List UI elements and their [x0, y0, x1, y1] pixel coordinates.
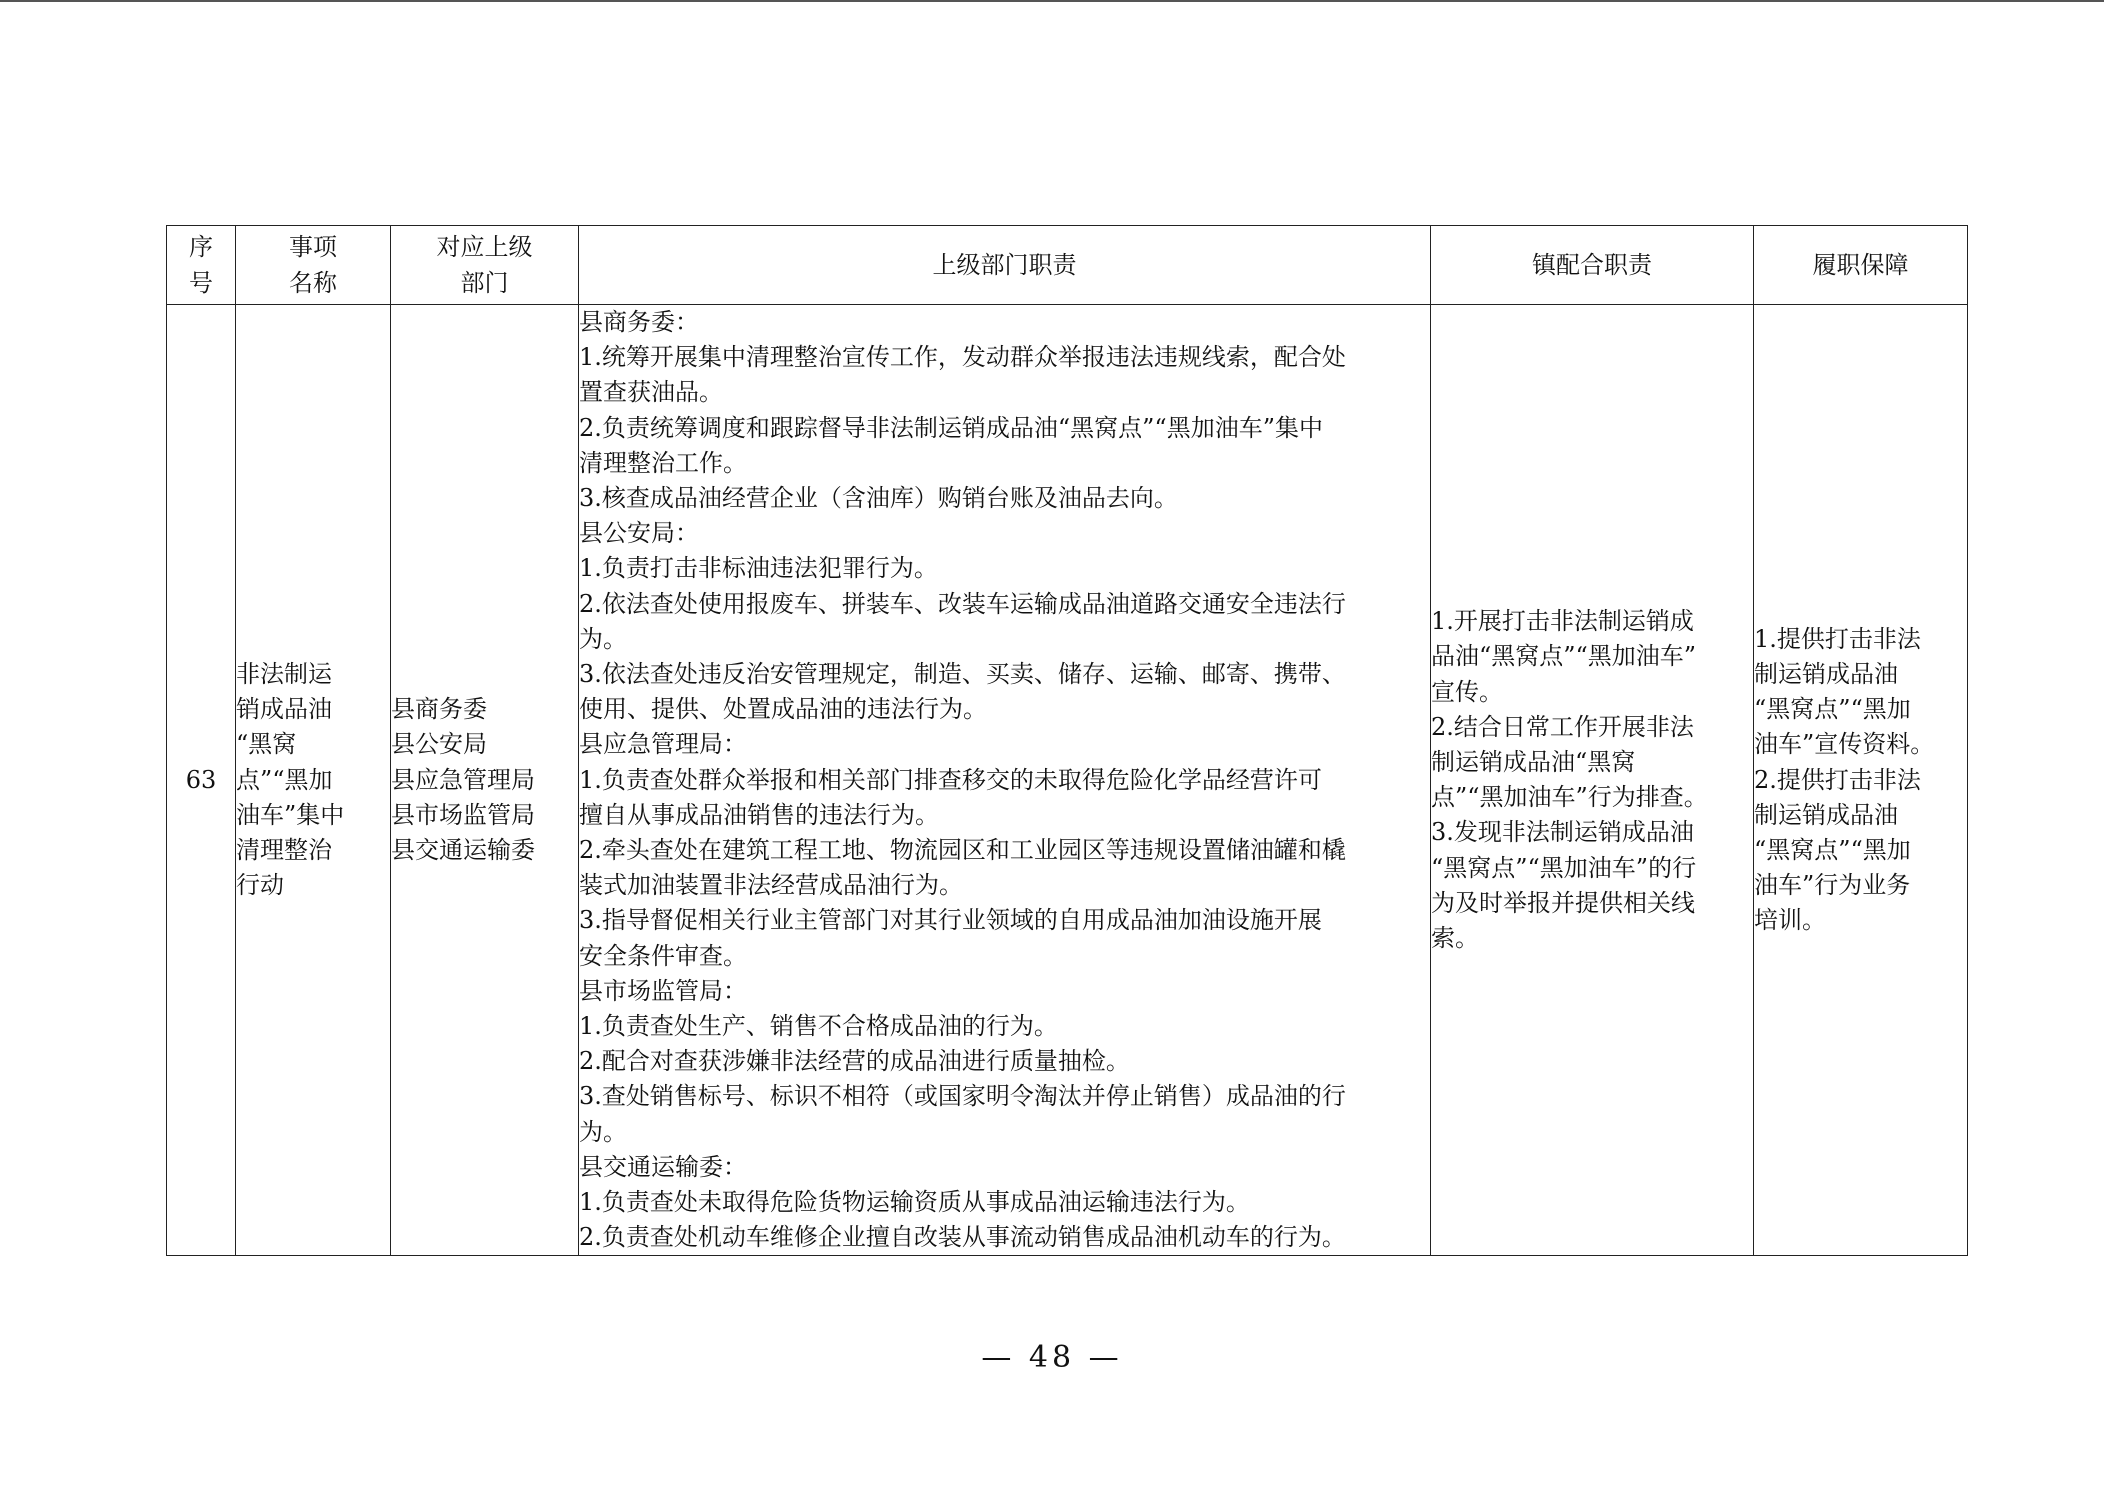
guarantee-line: 2.提供打击非法	[1754, 765, 1921, 794]
guarantee-line: 培训。	[1754, 906, 1826, 935]
upper-duty-line: 2.依法查处使用报废车、拼装车、改装车运输成品油道路交通安全违法行	[579, 589, 1346, 618]
item-name-line: 非法制运	[236, 660, 332, 689]
row-number: 63	[167, 305, 236, 1256]
item-name-line: 清理整治	[236, 836, 332, 865]
page-top-border	[0, 0, 2104, 2]
item-name-line: 点”“黑加	[236, 765, 333, 794]
town-duty-line: 2.结合日常工作开展非法	[1431, 712, 1694, 741]
town-duty-line: 宣传。	[1431, 677, 1503, 706]
upper-duty-line: 3.依法查处违反治安管理规定，制造、买卖、储存、运输、邮寄、携带、	[579, 660, 1346, 689]
header-department: 对应上级 部门	[391, 226, 579, 305]
guarantee-line: “黑窝点”“黑加	[1754, 836, 1911, 865]
town-duty-line: 1.开展打击非法制运销成	[1431, 607, 1694, 636]
town-duty-cell	[1431, 305, 1754, 1256]
department-cell	[391, 305, 579, 1256]
item-name-line: “黑窝	[236, 730, 297, 759]
upper-duty-line: 县公安局：	[579, 519, 699, 548]
upper-duty-line: 擅自从事成品油销售的违法行为。	[579, 800, 939, 829]
guarantee-cell	[1754, 305, 1968, 1256]
department-line: 县交通运输委	[391, 836, 535, 865]
department-line: 县市场监管局	[391, 800, 535, 829]
item-name-line: 销成品油	[236, 695, 332, 724]
upper-duty-line: 3.查处销售标号、标识不相符（或国家明令淘汰并停止销售）成品油的行	[579, 1082, 1346, 1111]
town-duty-line: 点”“黑加油车”行为排查。	[1431, 783, 1708, 812]
upper-duty-line: 使用、提供、处置成品油的违法行为。	[579, 695, 987, 724]
upper-duty-line: 为。	[579, 1117, 627, 1146]
guarantee-line: 制运销成品油	[1754, 660, 1898, 689]
upper-duty-line: 县交通运输委：	[579, 1152, 747, 1181]
department-line: 县应急管理局	[391, 765, 535, 794]
upper-duty-line: 2.配合对查获涉嫌非法经营的成品油进行质量抽检。	[579, 1047, 1130, 1076]
town-duty-line: “黑窝点”“黑加油车”的行	[1431, 853, 1697, 882]
duty-table	[166, 225, 1968, 1256]
upper-duty-line: 装式加油装置非法经营成品油行为。	[579, 871, 963, 900]
table-row	[167, 305, 1968, 1256]
upper-duty-line: 县应急管理局：	[579, 730, 747, 759]
upper-duty-line: 2.负责统筹调度和跟踪督导非法制运销成品油“黑窝点”“黑加油车”集中	[579, 413, 1323, 442]
department-line: 县公安局	[391, 730, 487, 759]
upper-duty-line: 2.负责查处机动车维修企业擅自改装从事流动销售成品油机动车的行为。	[579, 1223, 1346, 1252]
upper-duty-line: 2.牵头查处在建筑工程工地、物流园区和工业园区等违规设置储油罐和橇	[579, 836, 1346, 865]
upper-duty-line: 为。	[579, 624, 627, 653]
item-name-cell	[236, 305, 391, 1256]
upper-duty-line: 1.负责查处未取得危险货物运输资质从事成品油运输违法行为。	[579, 1188, 1250, 1217]
upper-duty-line: 县商务委：	[579, 308, 699, 336]
item-name-line: 油车”集中	[236, 800, 345, 829]
upper-duty-line: 3.指导督促相关行业主管部门对其行业领域的自用成品油加油设施开展	[579, 906, 1322, 935]
upper-duty-line: 置查获油品。	[579, 378, 723, 407]
guarantee-line: 油车”宣传资料。	[1754, 730, 1935, 759]
header-guarantee: 履职保障	[1754, 226, 1968, 305]
item-name-line: 行动	[236, 871, 284, 900]
upper-duty-line: 1.负责打击非标油违法犯罪行为。	[579, 554, 938, 583]
town-duty-line: 为及时举报并提供相关线	[1431, 888, 1695, 917]
town-duty-line: 3.发现非法制运销成品油	[1431, 818, 1694, 847]
upper-duty-line: 3.核查成品油经营企业（含油库）购销台账及油品去向。	[579, 484, 1178, 513]
table-header-row	[167, 226, 1968, 305]
guarantee-line: 制运销成品油	[1754, 800, 1898, 829]
upper-duty-line: 县市场监管局：	[579, 976, 747, 1005]
upper-duty-cell	[579, 305, 1431, 1256]
town-duty-line: 索。	[1431, 924, 1479, 953]
guarantee-line: “黑窝点”“黑加	[1754, 695, 1911, 724]
upper-duty-line: 清理整治工作。	[579, 448, 747, 477]
upper-duty-line: 1.统筹开展集中清理整治宣传工作，发动群众举报违法违规线索，配合处	[579, 343, 1346, 372]
header-item-name: 事项 名称	[236, 226, 391, 305]
town-duty-line: 品油“黑窝点”“黑加油车”	[1431, 642, 1697, 671]
header-upper-duty: 上级部门职责	[579, 226, 1431, 305]
department-line: 县商务委	[391, 695, 487, 724]
upper-duty-line: 1.负责查处群众举报和相关部门排查移交的未取得危险化学品经营许可	[579, 765, 1322, 794]
header-town-duty: 镇配合职责	[1431, 226, 1754, 305]
upper-duty-line: 1.负责查处生产、销售不合格成品油的行为。	[579, 1012, 1058, 1041]
guarantee-line: 油车”行为业务	[1754, 871, 1911, 900]
header-no: 序 号	[167, 226, 236, 305]
upper-duty-line: 安全条件审查。	[579, 941, 747, 970]
town-duty-line: 制运销成品油“黑窝	[1431, 748, 1636, 777]
guarantee-line: 1.提供打击非法	[1754, 624, 1921, 653]
page-number: — 48 —	[981, 1340, 1123, 1375]
